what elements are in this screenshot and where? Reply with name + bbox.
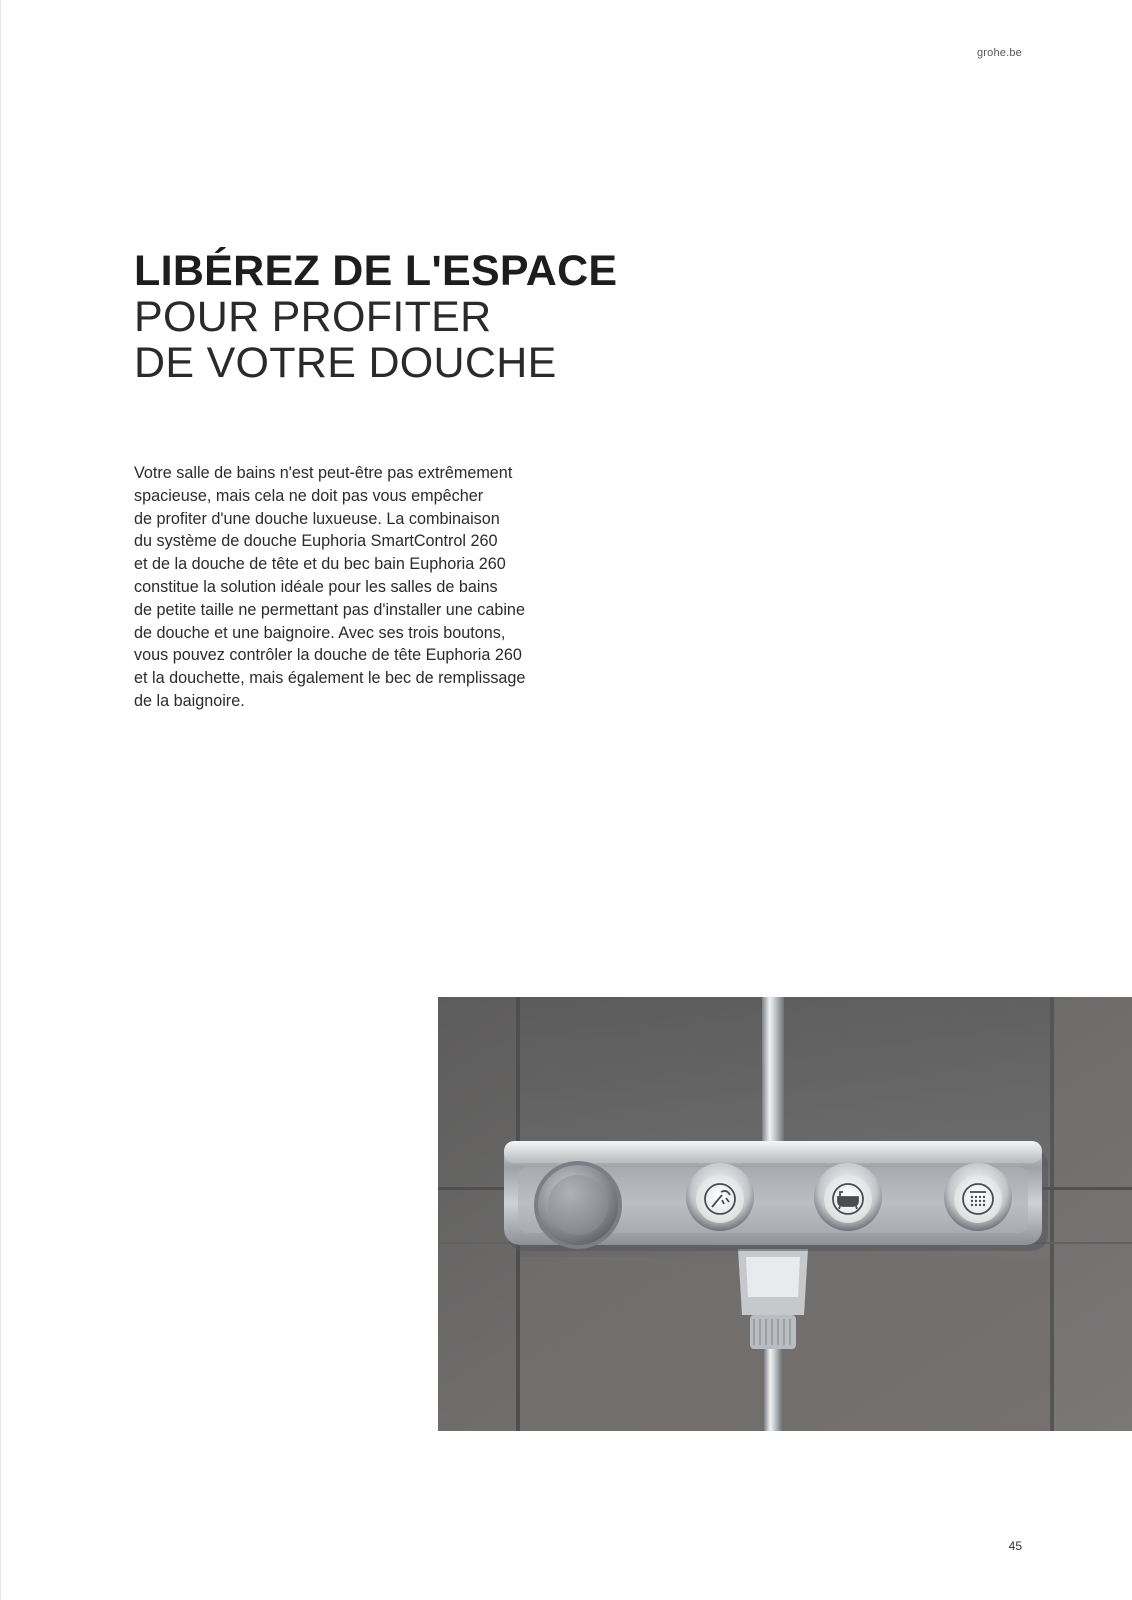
body-line: de petite taille ne permettant pas d'installer une cabine [134,600,525,619]
site-url[interactable]: grohe.be [976,47,1022,59]
hand-shower-button [686,1163,754,1231]
headline-line-2: POUR PROFITER [134,293,492,341]
body-line: et de la douche de tête et du bec bain Euphoria 260 [134,555,506,574]
head-shower-button [944,1163,1012,1231]
page-edge [0,0,1,1600]
body-line: spacieuse, mais cela ne doit pas vous empêcher [134,486,484,505]
body-line: de la baignoire. [134,691,245,710]
body-line: vous pouvez contrôler la douche de tête Euphoria 260 [134,646,522,665]
bathtub-button [814,1163,882,1231]
body-paragraph [134,462,564,713]
body-line: constitue la solution idéale pour les salles de bains [134,577,498,596]
page-title [134,248,734,386]
page-number: 45 [1008,1539,1022,1553]
body-line: Votre salle de bains n'est peut-être pas extrêmement [134,464,513,482]
body-line: de douche et une baignoire. Avec ses trois boutons, [134,623,506,642]
body-line: de profiter d'une douche luxueuse. La combinaison [134,509,500,528]
product-photo [438,997,1132,1431]
body-line: et la douchette, mais également le bec de remplissage [134,669,526,688]
body-line: du système de douche Euphoria SmartControl 260 [134,532,498,551]
headline-line-1: LIBÉREZ DE L'ESPACE [134,247,618,295]
headline-line-3: DE VOTRE DOUCHE [134,339,557,387]
